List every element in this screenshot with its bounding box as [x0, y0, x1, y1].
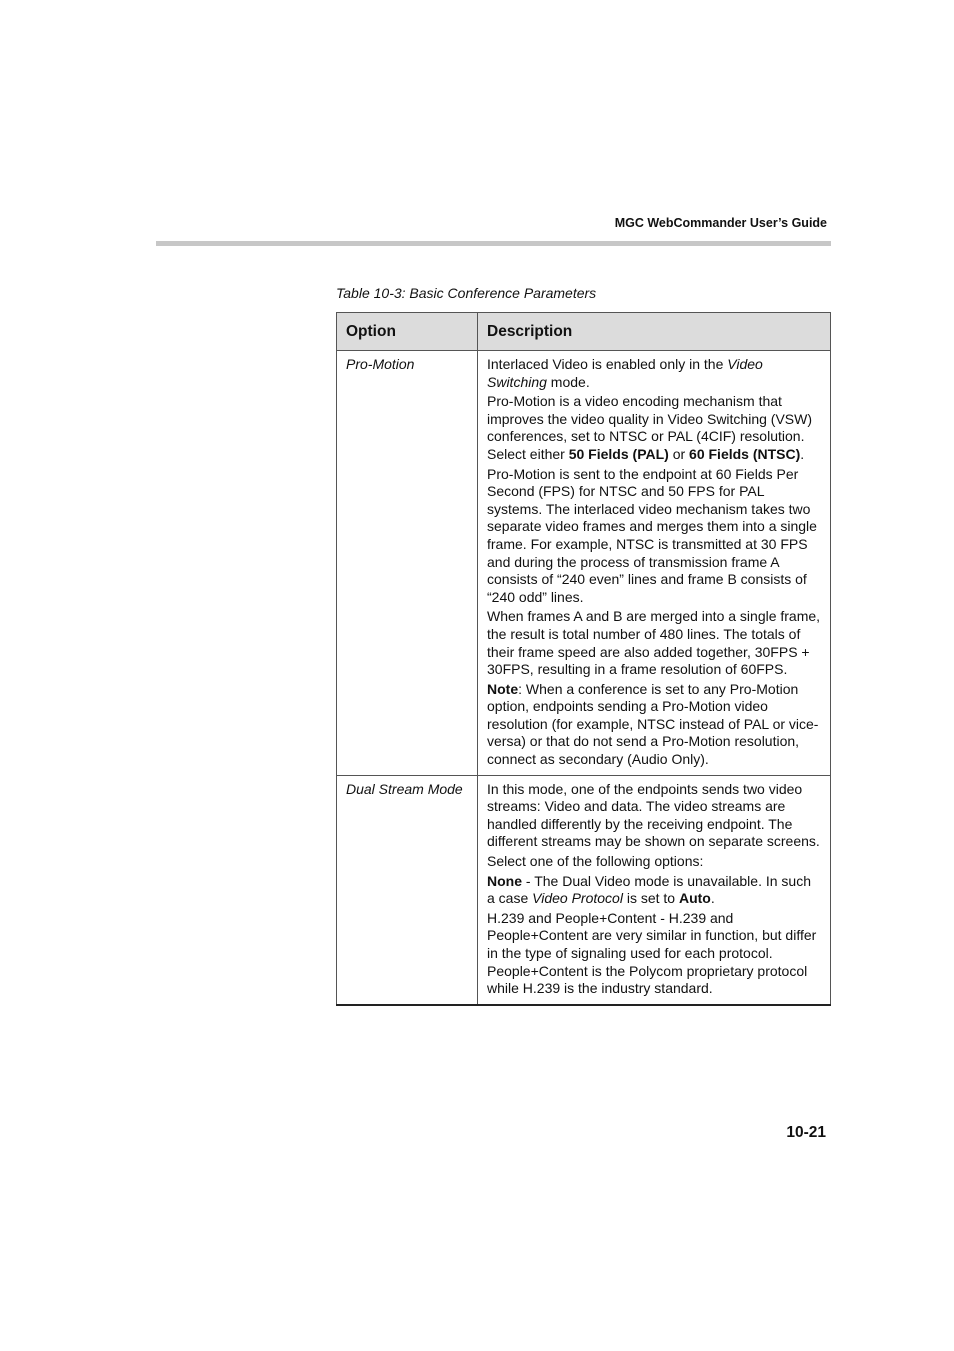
text-run: : When a conference is set to any Pro-Motion option, endpoints sending a Pro-Motion video resolution (for example, NTSC instead of PAL or vice-versa) or that do not send a Pro-Motion resolution, connect as secondary (Audio Only). [487, 680, 819, 768]
bold-run: Note [487, 680, 519, 697]
note-paragraph [487, 681, 821, 769]
description-paragraph: In this mode, one of the endpoints sends two video streams: Video and data. The video streams are handled differently by the receiving endpoint. The different streams may be shown on separate screens. [487, 780, 820, 850]
page-number: 10-21 [786, 1124, 826, 1141]
running-header: MGC WebCommander User’s Guide [614, 216, 827, 230]
text-run: is set to [622, 890, 679, 907]
description-cell [478, 351, 831, 776]
bold-run: 60 Fields (NTSC) [689, 445, 801, 462]
text-run: . [800, 445, 805, 462]
text-run: mode. [546, 373, 590, 390]
text-run: or [668, 445, 690, 462]
table-header-row [337, 313, 831, 351]
basic-conference-parameters-table [336, 312, 831, 1006]
table-row [337, 351, 831, 776]
description-paragraph [487, 873, 821, 908]
option-cell: Pro-Motion [337, 351, 478, 776]
bold-run: None [487, 872, 522, 889]
bold-run: Auto [678, 890, 711, 907]
text-run: Interlaced Video is enabled only in the [487, 356, 728, 372]
italic-run: Video Protocol [532, 890, 623, 907]
header-rule [156, 241, 831, 246]
italic-run: Video Switching [487, 356, 763, 390]
description-cell [478, 775, 831, 1005]
description-paragraph [487, 393, 821, 463]
bold-run: 50 Fields (PAL) [568, 445, 669, 462]
description-paragraph: H.239 and People+Content - H.239 and People+Content are very similar in function, but differ in the type of signaling used for each protocol. People+Content is the Polycom proprietary protocol while H.239 is the industry standard. [487, 909, 817, 997]
text-run: Pro-Motion is a video encoding mechanism that improves the video quality in Video Switching (VSW) conferences, set to NTSC or PAL (4CIF) resolution. Select either [487, 393, 813, 462]
description-paragraph [487, 356, 821, 391]
column-header-option: Option [337, 313, 478, 351]
text-run: - The Dual Video mode is unavailable. In such a case [487, 872, 811, 907]
description-paragraph: Select one of the following options: [487, 853, 704, 870]
description-paragraph: Pro-Motion is sent to the endpoint at 60 Fields Per Second (FPS) for NTSC and 50 FPS for PAL systems. The interlaced video mechanism takes two separate video frames and merges them into a single frame. For example, NTSC is transmitted at 30 FPS and during the process of transmission frame A consists of “240 even” lines and frame B consists of “240 odd” lines. [487, 465, 817, 605]
column-header-description: Description [478, 313, 831, 351]
table-caption: Table 10-3: Basic Conference Parameters [336, 285, 597, 301]
text-run: . [710, 890, 715, 907]
description-paragraph: When frames A and B are merged into a single frame, the result is total number of 480 lines. The totals of their frame speed are also added together, 30FPS + 30FPS, resulting in a frame resolution of 60FPS. [487, 608, 821, 678]
option-cell: Dual Stream Mode [337, 775, 478, 1005]
table-row [337, 775, 831, 1005]
